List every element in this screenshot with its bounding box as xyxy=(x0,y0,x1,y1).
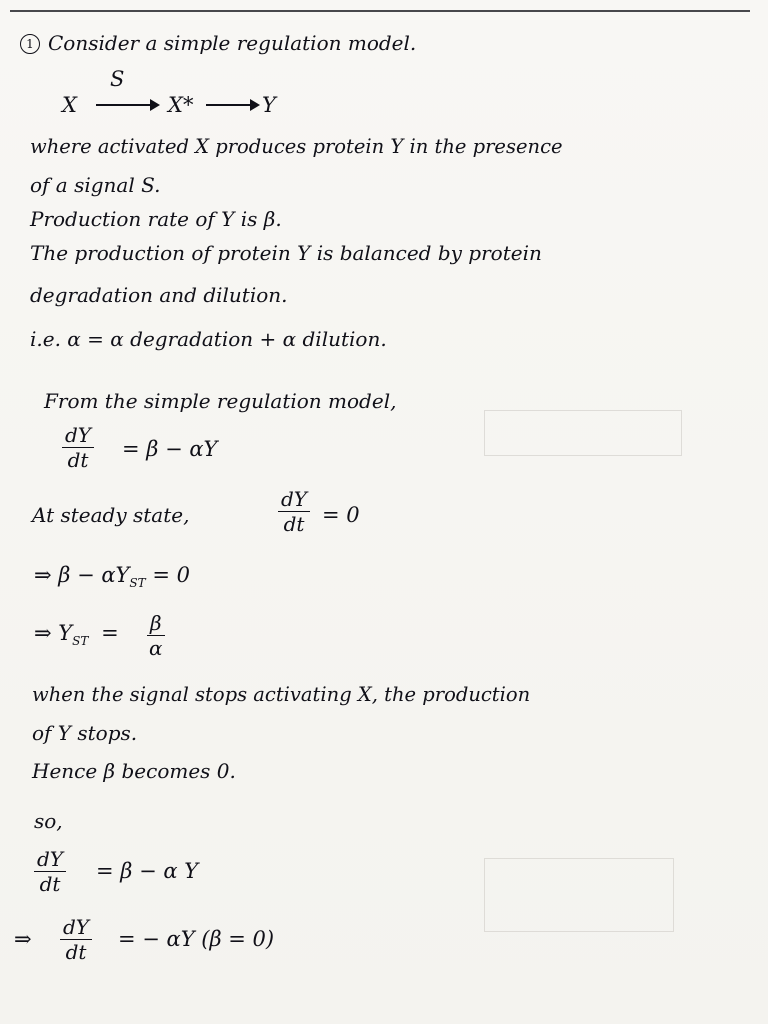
eq1-derivative xyxy=(62,424,94,471)
implies1-subscript: ST xyxy=(129,576,146,591)
steady-derivative xyxy=(278,488,310,535)
ss-fraction-denominator: α xyxy=(149,636,163,660)
when-line-2: of Y stops. xyxy=(32,721,138,745)
scheme-arrow-signal xyxy=(96,104,158,106)
eq3-implies: ⇒ xyxy=(14,927,32,951)
steady-rhs: = 0 xyxy=(322,503,360,527)
implies1-rhs: = 0 xyxy=(145,563,190,587)
eq3-rhs: = − αY (β = 0) xyxy=(118,927,275,951)
steady-state-fraction xyxy=(146,612,166,659)
implies2-equals: = xyxy=(101,621,119,645)
steady-numerator: dY xyxy=(278,488,310,512)
bleed-through-box-lower xyxy=(484,858,674,932)
rate-line: Production rate of Y is β. xyxy=(30,207,282,231)
scheme-x: X xyxy=(62,93,77,117)
hence-line: Hence β becomes 0. xyxy=(32,759,236,783)
problem-number-badge: 1 xyxy=(20,34,40,54)
scheme-x-star: X* xyxy=(168,93,194,117)
implies2-lhs: ⇒ Y xyxy=(34,621,73,645)
eq1-rhs: = β − αY xyxy=(122,437,218,461)
where-line-1: where activated X produces protein Y in the presence xyxy=(30,135,563,158)
scheme-y: Y xyxy=(262,93,276,117)
steady-denominator: dt xyxy=(283,512,305,536)
implies1-lhs: ⇒ β − αY xyxy=(34,563,130,587)
scheme-arrow-product xyxy=(206,104,258,106)
eq2-numerator: dY xyxy=(34,848,66,872)
page-top-rule xyxy=(10,10,750,12)
from-model-line: From the simple regulation model, xyxy=(44,389,397,413)
where-line-2: of a signal S. xyxy=(30,173,161,197)
eq3-derivative xyxy=(60,916,92,963)
eq1-denominator: dt xyxy=(67,448,89,472)
intro-line xyxy=(20,30,416,56)
balance-line-2: degradation and dilution. xyxy=(30,283,288,307)
eq3-denominator: dt xyxy=(65,940,87,964)
intro-text: Consider a simple regulation model. xyxy=(48,31,417,55)
implies-line-1 xyxy=(34,562,190,596)
when-line-1: when the signal stops activating X, the production xyxy=(32,683,531,706)
eq2-derivative xyxy=(34,848,66,895)
implies2-subscript: ST xyxy=(72,634,89,649)
eq1-numerator: dY xyxy=(62,424,94,448)
eq2-rhs: = β − α Y xyxy=(96,859,199,883)
so-line: so, xyxy=(34,809,63,833)
eq2-denominator: dt xyxy=(39,872,61,896)
balance-line-1: The production of protein Y is balanced by protein xyxy=(30,241,542,265)
alpha-line: i.e. α = α degradation + α dilution. xyxy=(30,327,387,351)
bleed-through-box-upper xyxy=(484,410,682,456)
steady-state-label: At steady state, xyxy=(32,503,190,527)
scheme-signal: S xyxy=(110,67,125,91)
eq3-numerator: dY xyxy=(60,916,92,940)
implies-line-2 xyxy=(34,620,119,654)
ss-fraction-numerator: β xyxy=(147,612,165,636)
